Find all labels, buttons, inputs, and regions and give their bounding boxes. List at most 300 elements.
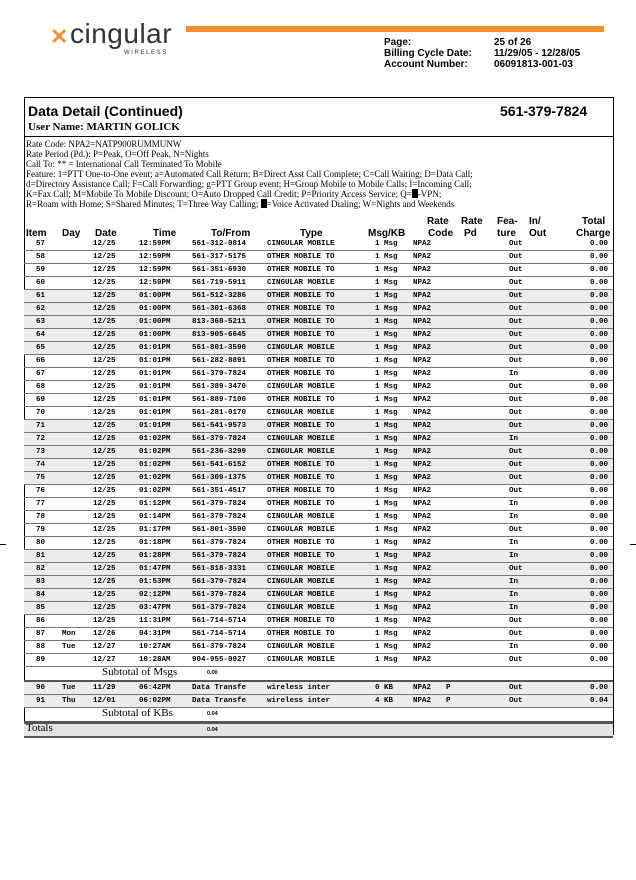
logo-mark-icon: ✕ (50, 24, 69, 49)
cell-date: 12/25 (93, 357, 116, 365)
cell-rate-code: NPA2 (413, 383, 432, 391)
cell-rate-code: NPA2 (413, 357, 432, 365)
cell-time: 01:00PM (139, 318, 171, 326)
cell-to-from: 561-236-3299 (192, 448, 247, 456)
cell-time: 01:47PM (139, 565, 171, 573)
cell-msg-kb: 1 Msg (375, 643, 398, 651)
cell-charge: 0.00 (590, 656, 609, 664)
cell-rate-code: NPA2 (413, 422, 432, 430)
cell-rate-code: NPA2 (413, 500, 432, 508)
margin-tick (630, 544, 636, 545)
cell-charge: 0.00 (590, 240, 609, 248)
cell-time: 10:27AM (139, 643, 171, 651)
cell-to-from: 561-801-3590 (192, 526, 247, 534)
cell-msg-kb: 1 Msg (375, 383, 398, 391)
cell-date: 12/25 (93, 552, 116, 560)
cell-msg-kb: 1 Msg (375, 656, 398, 664)
cell-type: OTHER MOBILE TO (267, 266, 335, 274)
cell-msg-kb: 1 Msg (375, 253, 398, 261)
cell-rate-code: NPA2 (413, 279, 432, 287)
cell-charge: 0.00 (590, 461, 609, 469)
cell-time: 01:01PM (139, 370, 171, 378)
table-row (24, 329, 613, 342)
cell-time: 01:00PM (139, 292, 171, 300)
cell-msg-kb: 1 Msg (375, 435, 398, 443)
cell-in-out: Out (509, 474, 523, 482)
cell-to-from: 561-889-7100 (192, 396, 247, 404)
cell-in-out: Out (509, 331, 523, 339)
cell-rate-pd: P (446, 684, 451, 692)
table-body (24, 238, 613, 738)
cell-msg-kb: 1 Msg (375, 565, 398, 573)
table-row (24, 602, 613, 615)
cell-type: OTHER MOBILE TO (267, 318, 335, 326)
totals-row (24, 723, 613, 738)
cell-rate-code: NPA2 (413, 461, 432, 469)
cell-to-from: 561-309-1375 (192, 474, 247, 482)
cell-rate-pd: P (446, 697, 451, 705)
cell-in-out: Out (509, 396, 523, 404)
cell-type: OTHER MOBILE TO (267, 396, 335, 404)
cell-in-out: Out (509, 266, 523, 274)
col-charge-1: Total (582, 216, 606, 227)
table-row (24, 446, 613, 459)
cell-item: 71 (36, 422, 46, 430)
user-name: User Name: MARTIN GOLICK (28, 121, 180, 133)
cell-charge: 0.04 (590, 697, 609, 705)
cell-msg-kb: 1 Msg (375, 357, 398, 365)
cell-to-from: 561-714-5714 (192, 617, 247, 625)
cell-item: 80 (36, 539, 46, 547)
table-row (24, 511, 613, 524)
cell-to-from: 561-379-7824 (192, 370, 247, 378)
cell-to-from: 561-379-7824 (192, 643, 247, 651)
cell-rate-code: NPA2 (413, 513, 432, 521)
legend-line (26, 199, 473, 209)
cell-charge: 0.00 (590, 539, 609, 547)
cell-rate-code: NPA2 (413, 684, 432, 692)
cell-item: 60 (36, 279, 46, 287)
cell-msg-kb: 1 Msg (375, 266, 398, 274)
cell-type: CINGULAR MOBILE (267, 565, 335, 573)
cell-item: 62 (36, 305, 46, 313)
cell-msg-kb: 1 Msg (375, 331, 398, 339)
cell-date: 12/25 (93, 487, 116, 495)
col-to-from: To/From (211, 228, 251, 239)
cell-rate-code: NPA2 (413, 539, 432, 547)
cell-date: 12/25 (93, 461, 116, 469)
table-row (24, 433, 613, 446)
cell-item: 59 (36, 266, 46, 274)
cell-to-from: 813-368-5211 (192, 318, 247, 326)
table-row (24, 537, 613, 550)
cell-in-out: Out (509, 279, 523, 287)
table-row (24, 524, 613, 537)
cell-rate-code: NPA2 (413, 318, 432, 326)
cell-charge: 0.00 (590, 279, 609, 287)
cell-msg-kb: 1 Msg (375, 500, 398, 508)
cell-date: 12/25 (93, 513, 116, 521)
legend (26, 139, 473, 209)
account-value: 06091813-001-03 (494, 59, 573, 70)
cell-msg-kb: 1 Msg (375, 513, 398, 521)
cell-item: 90 (36, 684, 46, 692)
cell-time: 01:17PM (139, 526, 171, 534)
cell-in-out: In (509, 578, 519, 586)
cell-to-from: 561-379-7824 (192, 578, 247, 586)
cell-msg-kb: 1 Msg (375, 591, 398, 599)
cell-date: 12/25 (93, 383, 116, 391)
col-rate-pd-1: Rate (461, 216, 483, 227)
cell-time: 01:00PM (139, 331, 171, 339)
table-row (24, 251, 613, 264)
legend-line: Rate Period (Pd.): P=Peak, O=Off Peak, N=Nights (26, 149, 209, 159)
legend-text: K=Fax Call; M=Mobile To Mobile Discount; O=Auto Dropped Call Credit; P=Priority Access Service; Q= (26, 189, 412, 199)
cell-time: 01:01PM (139, 396, 171, 404)
cell-date: 12/25 (93, 396, 116, 404)
cell-rate-code: NPA2 (413, 448, 432, 456)
legend-text: =Voice Activated Dialing; W=Nights and Weekends (266, 199, 455, 209)
cell-charge: 0.00 (590, 305, 609, 313)
sub-amount: 0.00 (207, 670, 218, 676)
cell-type: wireless inter (267, 684, 331, 692)
cell-msg-kb: 1 Msg (375, 526, 398, 534)
col-in-out-1: In/ (529, 216, 541, 227)
col-rate-code-2: Code (428, 228, 453, 239)
table-row (24, 472, 613, 485)
cell-day: Mon (62, 630, 76, 638)
cell-charge: 0.00 (590, 318, 609, 326)
legend-text: R=Roam with Home; S=Shared Minutes; T=Three Way Calling; (26, 199, 261, 209)
cell-time: 04:31PM (139, 630, 171, 638)
cell-rate-code: NPA2 (413, 409, 432, 417)
cell-type: OTHER MOBILE TO (267, 422, 335, 430)
cell-in-out: Out (509, 526, 523, 534)
table-row (24, 485, 613, 498)
cell-type: CINGULAR MOBILE (267, 279, 335, 287)
cell-rate-code: NPA2 (413, 305, 432, 313)
cell-time: 01:18PM (139, 539, 171, 547)
cell-in-out: In (509, 513, 519, 521)
cell-msg-kb: 1 Msg (375, 318, 398, 326)
table-row (24, 290, 613, 303)
cell-item: 83 (36, 578, 46, 586)
cell-to-from: 561-379-7824 (192, 539, 247, 547)
cell-item: 66 (36, 357, 46, 365)
cell-time: 06:02PM (139, 697, 171, 705)
cell-rate-code: NPA2 (413, 578, 432, 586)
cell-date: 12/01 (93, 697, 116, 705)
cell-item: 82 (36, 565, 46, 573)
col-msg-kb: Msg/KB (368, 228, 406, 239)
legend-line: d=Directory Assistance Call; F=Call Forwarding; g=PTT Group event; H=Group Mobile to Mobile Calls; I=Incoming Call; (26, 179, 472, 189)
logo-subtitle: WIRELESS (124, 50, 168, 56)
col-time: Time (153, 228, 177, 239)
cell-in-out: Out (509, 448, 523, 456)
col-date: Date (95, 228, 117, 239)
table-row (24, 355, 613, 368)
table-row (24, 342, 613, 355)
cell-charge: 0.00 (590, 578, 609, 586)
cell-rate-code: NPA2 (413, 331, 432, 339)
cell-item: 57 (36, 240, 46, 248)
cell-rate-code: NPA2 (413, 370, 432, 378)
cell-in-out: Out (509, 697, 523, 705)
cell-type: OTHER MOBILE TO (267, 357, 335, 365)
cell-rate-code: NPA2 (413, 552, 432, 560)
cell-to-from: 561-312-0814 (192, 240, 247, 248)
cell-type: CINGULAR MOBILE (267, 591, 335, 599)
account-label: Account Number: (384, 59, 468, 70)
cell-rate-code: NPA2 (413, 656, 432, 664)
cell-rate-code: NPA2 (413, 266, 432, 274)
cell-msg-kb: 1 Msg (375, 630, 398, 638)
cell-to-from: Data Transfe (192, 684, 247, 692)
cell-date: 12/25 (93, 266, 116, 274)
cell-in-out: Out (509, 240, 523, 248)
cell-type: OTHER MOBILE TO (267, 253, 335, 261)
cell-msg-kb: 1 Msg (375, 578, 398, 586)
cell-msg-kb: 1 Msg (375, 539, 398, 547)
cell-rate-code: NPA2 (413, 565, 432, 573)
cell-charge: 0.00 (590, 487, 609, 495)
cell-time: 01:00PM (139, 305, 171, 313)
cell-to-from: 904-955-0927 (192, 656, 247, 664)
cell-time: 06:42PM (139, 684, 171, 692)
cell-date: 12/25 (93, 305, 116, 313)
cell-in-out: Out (509, 630, 523, 638)
cell-date: 12/25 (93, 448, 116, 456)
cell-charge: 0.00 (590, 292, 609, 300)
cell-rate-code: NPA2 (413, 617, 432, 625)
section-phone: 561-379-7824 (500, 103, 588, 119)
cell-in-out: In (509, 435, 519, 443)
cell-charge: 0.00 (590, 331, 609, 339)
cell-type: CINGULAR MOBILE (267, 643, 335, 651)
cell-to-from: 561-379-7824 (192, 604, 247, 612)
sub-label: Subtotal of KBs (102, 707, 173, 719)
cell-date: 12/25 (93, 539, 116, 547)
cell-item: 85 (36, 604, 46, 612)
cell-in-out: Out (509, 656, 523, 664)
cell-date: 12/25 (93, 565, 116, 573)
cell-rate-code: NPA2 (413, 240, 432, 248)
cell-date: 12/25 (93, 331, 116, 339)
cell-date: 12/25 (93, 279, 116, 287)
cell-in-out: Out (509, 461, 523, 469)
cell-type: OTHER MOBILE TO (267, 474, 335, 482)
cell-type: OTHER MOBILE TO (267, 331, 335, 339)
cell-msg-kb: 1 Msg (375, 474, 398, 482)
cell-date: 12/25 (93, 617, 116, 625)
legend-text: -VPN; (417, 189, 442, 199)
cell-to-from: 561-379-7824 (192, 552, 247, 560)
cell-msg-kb: 1 Msg (375, 552, 398, 560)
table-row (24, 420, 613, 433)
cell-item: 70 (36, 409, 46, 417)
cell-date: 12/25 (93, 474, 116, 482)
cell-item: 67 (36, 370, 46, 378)
cell-msg-kb: 1 Msg (375, 344, 398, 352)
cell-in-out: Out (509, 617, 523, 625)
cell-to-from: 561-801-3590 (192, 344, 247, 352)
cell-msg-kb: 0 KB (375, 684, 394, 692)
cell-rate-code: NPA2 (413, 253, 432, 261)
cell-charge: 0.00 (590, 684, 609, 692)
cell-charge: 0.00 (590, 552, 609, 560)
section-title: Data Detail (Continued) (28, 103, 183, 119)
col-rate-code-1: Rate (427, 216, 449, 227)
cell-in-out: Out (509, 344, 523, 352)
cell-type: OTHER MOBILE TO (267, 539, 335, 547)
cell-time: 01:12PM (139, 500, 171, 508)
cell-date: 12/25 (93, 422, 116, 430)
table-row (24, 316, 613, 329)
cell-to-from: 561-389-3470 (192, 383, 247, 391)
table-row (24, 394, 613, 407)
cell-date: 12/25 (93, 409, 116, 417)
cell-item: 77 (36, 500, 46, 508)
cell-in-out: In (509, 370, 519, 378)
cell-in-out: Out (509, 565, 523, 573)
page-label: Page: (384, 37, 412, 48)
cell-to-from: 561-317-5175 (192, 253, 247, 261)
cell-rate-code: NPA2 (413, 487, 432, 495)
cell-item: 72 (36, 435, 46, 443)
cell-rate-code: NPA2 (413, 435, 432, 443)
cell-item: 89 (36, 656, 46, 664)
cell-to-from: 561-351-4517 (192, 487, 247, 495)
cell-type: CINGULAR MOBILE (267, 604, 335, 612)
cell-item: 87 (36, 630, 46, 638)
cell-in-out: Out (509, 357, 523, 365)
col-in-out-2: Out (529, 228, 547, 239)
cell-item: 78 (36, 513, 46, 521)
account-info (384, 37, 580, 70)
cell-time: 01:01PM (139, 409, 171, 417)
table-row (24, 563, 613, 576)
cell-time: 11:31PM (139, 617, 171, 625)
cell-to-from: Data Transfe (192, 697, 247, 705)
cell-rate-code: NPA2 (413, 292, 432, 300)
cell-charge: 0.00 (590, 643, 609, 651)
cell-time: 12:59PM (139, 253, 171, 261)
cell-time: 01:01PM (139, 383, 171, 391)
table-row (24, 277, 613, 290)
legend-line: Rate Code: NPA2=NATP900RUMMUNW (26, 139, 182, 149)
cell-time: 01:02PM (139, 448, 171, 456)
cell-day: Tue (62, 643, 76, 651)
cell-time: 12:59PM (139, 240, 171, 248)
cell-day: Thu (62, 697, 76, 705)
cell-type: CINGULAR MOBILE (267, 383, 335, 391)
cell-to-from: 561-379-7824 (192, 500, 247, 508)
cell-in-out: Out (509, 422, 523, 430)
cell-rate-code: NPA2 (413, 474, 432, 482)
cell-type: CINGULAR MOBILE (267, 240, 335, 248)
cell-charge: 0.00 (590, 448, 609, 456)
cell-date: 12/25 (93, 318, 116, 326)
cell-charge: 0.00 (590, 409, 609, 417)
cell-charge: 0.00 (590, 591, 609, 599)
tot-label: Totals (26, 722, 53, 734)
cell-msg-kb: 4 KB (375, 697, 394, 705)
cell-to-from: 561-719-5911 (192, 279, 247, 287)
cell-item: 69 (36, 396, 46, 404)
cell-item: 58 (36, 253, 46, 261)
cell-type: CINGULAR MOBILE (267, 344, 335, 352)
cell-date: 12/25 (93, 253, 116, 261)
legend-line (26, 189, 473, 199)
sub-amount: 0.04 (207, 711, 218, 717)
cell-date: 12/25 (93, 344, 116, 352)
cell-in-out: In (509, 591, 519, 599)
cell-charge: 0.00 (590, 435, 609, 443)
cell-charge: 0.00 (590, 617, 609, 625)
cell-item: 91 (36, 697, 46, 705)
table-row (24, 381, 613, 394)
cell-msg-kb: 1 Msg (375, 370, 398, 378)
cell-type: CINGULAR MOBILE (267, 656, 335, 664)
cell-charge: 0.00 (590, 565, 609, 573)
cell-type: OTHER MOBILE TO (267, 617, 335, 625)
cell-msg-kb: 1 Msg (375, 292, 398, 300)
table-row (24, 589, 613, 602)
cell-charge: 0.00 (590, 474, 609, 482)
table-row (24, 682, 613, 695)
cell-to-from: 561-512-3286 (192, 292, 247, 300)
cell-item: 81 (36, 552, 46, 560)
table-row (24, 550, 613, 563)
cell-date: 11/29 (93, 684, 116, 692)
cell-to-from: 561-282-8891 (192, 357, 247, 365)
table-row (24, 264, 613, 277)
cell-time: 01:01PM (139, 344, 171, 352)
table-row (24, 368, 613, 381)
cell-to-from: 561-351-6930 (192, 266, 247, 274)
cell-to-from: 561-301-6368 (192, 305, 247, 313)
cell-msg-kb: 1 Msg (375, 279, 398, 287)
cell-date: 12/25 (93, 591, 116, 599)
cell-date: 12/25 (93, 526, 116, 534)
cell-msg-kb: 1 Msg (375, 487, 398, 495)
col-day: Day (62, 228, 81, 239)
cell-time: 10:28AM (139, 656, 171, 664)
cell-date: 12/27 (93, 643, 116, 651)
cell-item: 84 (36, 591, 46, 599)
cell-time: 01:02PM (139, 474, 171, 482)
cell-type: CINGULAR MOBILE (267, 526, 335, 534)
table-row (24, 615, 613, 628)
col-feature-1: Fea- (497, 216, 518, 227)
cell-to-from: 561-281-0170 (192, 409, 247, 417)
cell-date: 12/25 (93, 292, 116, 300)
cell-in-out: Out (509, 487, 523, 495)
cell-in-out: In (509, 539, 519, 547)
legend-line: Feature: 1=PTT One-to-One event; a=Automated Call Return; B=Direct Asst Call Complete; C=Call Waiting; D=Data Call; (26, 169, 473, 179)
cell-time: 01:53PM (139, 578, 171, 586)
table-row (24, 238, 613, 251)
cycle-label: Billing Cycle Date: (384, 48, 472, 59)
cell-day: Tue (62, 684, 76, 692)
cell-in-out: In (509, 604, 519, 612)
cell-type: OTHER MOBILE TO (267, 461, 335, 469)
cell-item: 88 (36, 643, 46, 651)
cell-type: OTHER MOBILE TO (267, 500, 335, 508)
cell-item: 86 (36, 617, 46, 625)
cell-time: 01:02PM (139, 461, 171, 469)
page-value: 25 of 26 (494, 37, 532, 48)
